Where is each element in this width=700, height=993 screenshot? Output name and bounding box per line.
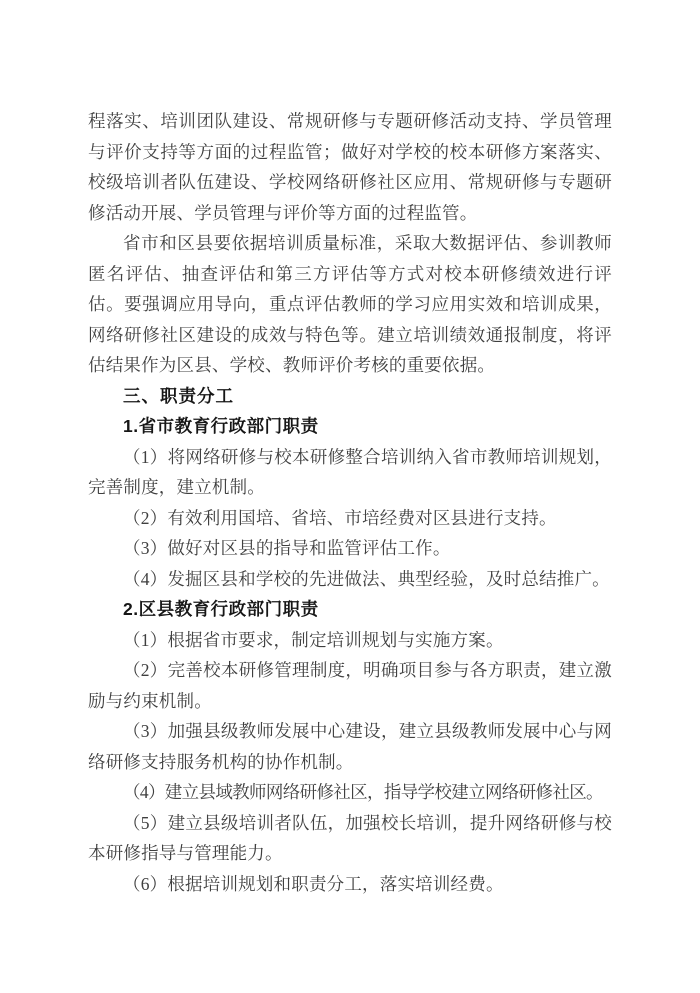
list-item-provincial-2: （2）有效利用国培、省培、市培经费对区县进行支持。 [123, 507, 557, 528]
subsection-heading-county-duties: 2.区县教育行政部门职责 [123, 599, 319, 619]
section-heading-duty-division: 三、职责分工 [123, 385, 234, 406]
list-item-provincial-1: （1）将网络研修与校本研修整合培训纳入省市教师培训规划，完善制度，建立机制。 [88, 446, 612, 497]
document-body [88, 106, 612, 899]
list-item-provincial-3: （3）做好对区县的指导和监管评估工作。 [123, 538, 451, 558]
list-item-county-1: （1）根据省市要求，制定培训规划与实施方案。 [123, 629, 504, 650]
subsection-heading-provincial-duties: 1.省市教育行政部门职责 [123, 416, 319, 436]
list-item-county-5: （5）建立县级培训者队伍，加强校长培训，提升网络研修与校本研修指导与管理能力。 [88, 812, 612, 863]
list-item-county-4: （4）建立县域教师网络研修社区，指导学校建立网络研修社区。 [123, 782, 603, 802]
paragraph-continuation: 程落实、培训团队建设、常规研修与专题研修活动支持、学员管理与评价支持等方面的过程监管；做好对学校的校本研修方案落实、校级培训者队伍建设、学校网络研修社区应用、常规研修与专题研修活动开展、学员管理与评价等方面的过程监管。 [88, 111, 612, 223]
list-item-county-3: （3）加强县级教师发展中心建设，建立县级教师发展中心与网络研修支持服务机构的协作机制。 [88, 721, 612, 772]
list-item-provincial-4: （4）发掘区县和学校的先进做法、典型经验，及时总结推广。 [123, 568, 610, 589]
list-item-county-2: （2）完善校本研修管理制度，明确项目参与各方职责，建立激励与约束机制。 [88, 660, 612, 711]
list-item-county-6: （6）根据培训规划和职责分工，落实培训经费。 [123, 873, 504, 894]
paragraph-evaluation: 省市和区县要依据培训质量标准，采取大数据评估、参训教师匿名评估、抽查评估和第三方评估等方式对校本研修绩效进行评估。要强调应用导向，重点评估教师的学习应用实效和培训成果，网络研修社区建设的成效与特色等。建立培训绩效通报制度，将评估结果作为区县、学校、教师评价考核的重要依据。 [88, 233, 612, 375]
